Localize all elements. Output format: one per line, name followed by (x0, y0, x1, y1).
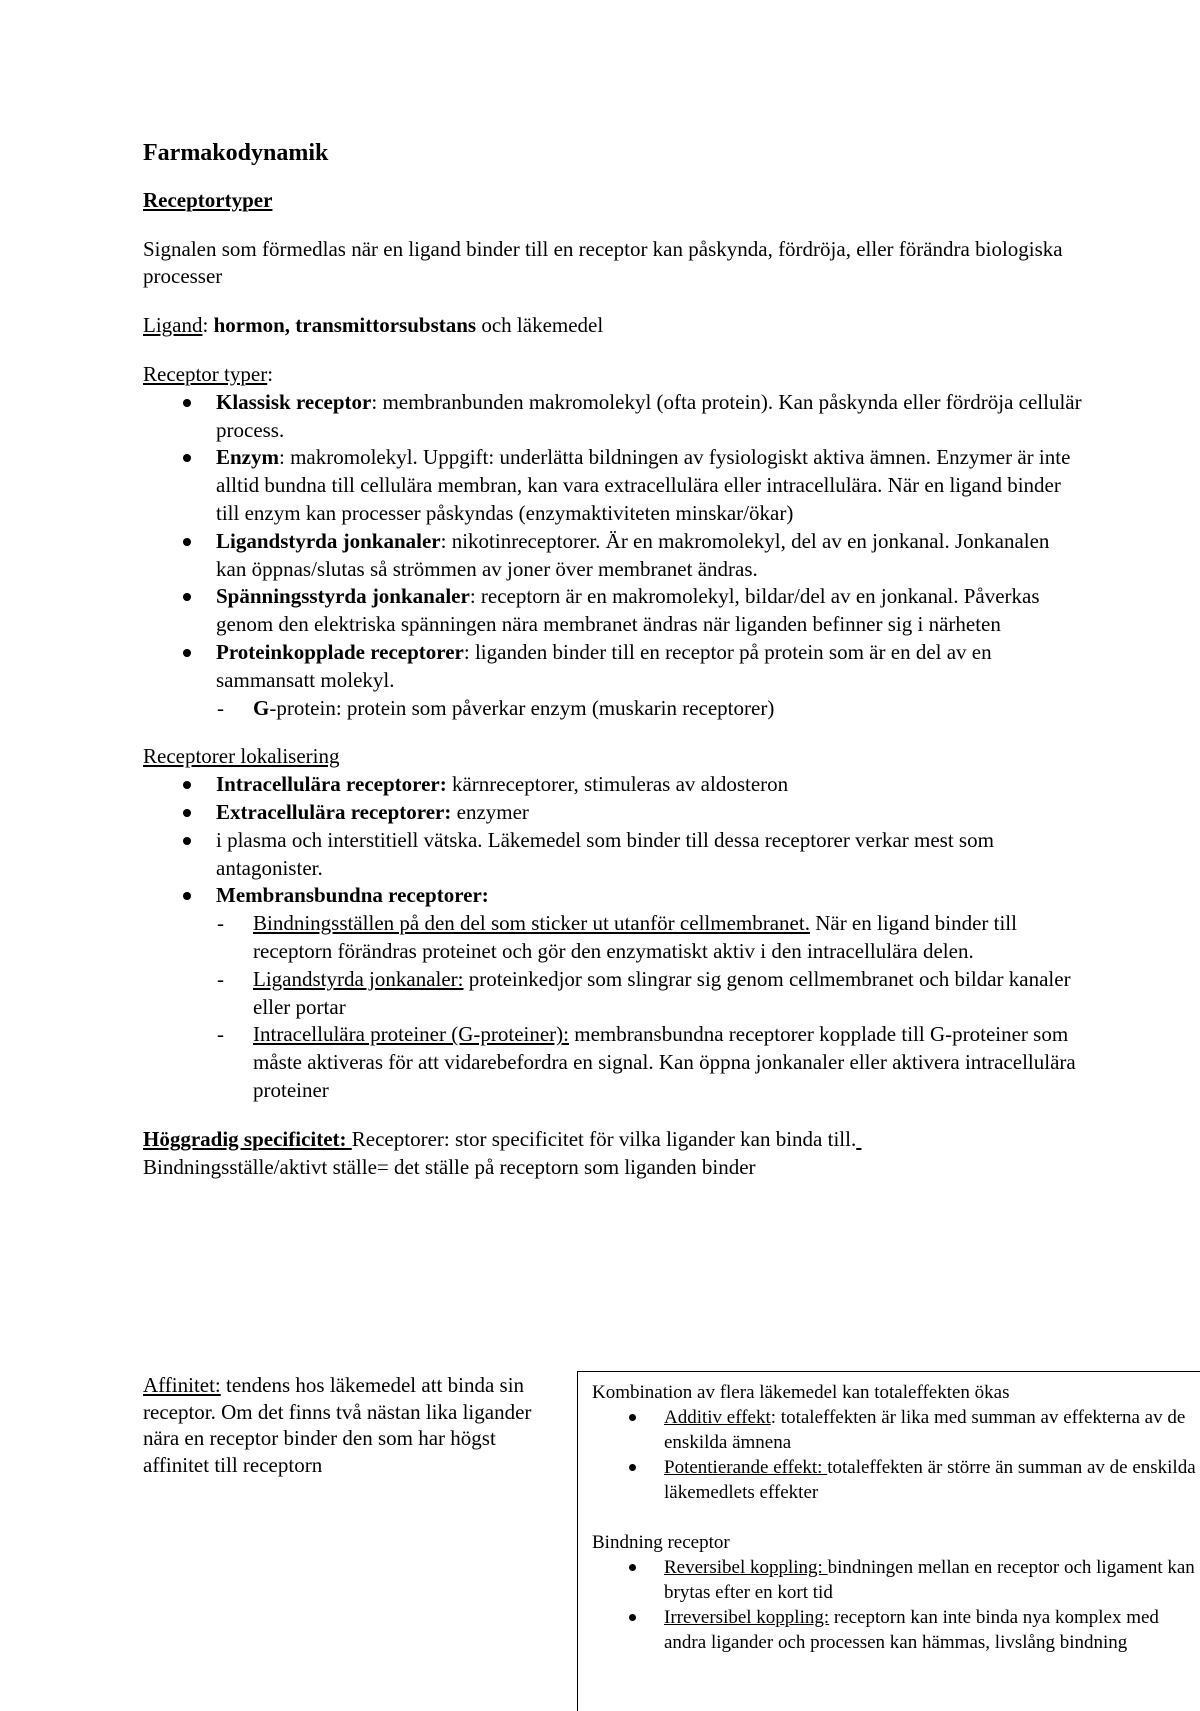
page-title: Farmakodynamik (143, 140, 329, 166)
localization-label: Receptorer lokalisering (143, 744, 340, 769)
ligand-line: Ligand: hormon, transmittorsubstans och läkemedel (143, 313, 604, 338)
ligand-bold: hormon, transmittorsubstans (213, 313, 477, 338)
spacer (592, 1505, 1200, 1530)
sub-list-item: - Intracellulära proteiner (G-proteiner): membransbundna receptorer kopplade till G-proteiner som måste aktiveras för att vidarebefordra en signal. Kan öppna jonkanaler eller aktivera intracellulära proteiner (143, 1021, 1083, 1104)
list-item: Extracellulära receptorer: enzymer (143, 799, 1083, 827)
specificity-term: Höggradig specificitet: (143, 1126, 352, 1151)
section-heading: Receptortyper (143, 187, 273, 212)
combo-heading: Kombination av flera läkemedel kan totaleffekten ökas (592, 1382, 1010, 1403)
list-item: Membransbundna receptorer: - Bindningsställen på den del som sticker ut utanför cellmembranet. När en ligand binder till receptorn förändras proteinet och gör den enzymatiskt aktiv i den intracellulära delen. - Ligandstyrda jonkanaler: proteinkedjor som slingrar sig genom cellmembranet och bildar kanaler eller portar - Intracellulära proteiner (G-proteiner): membransbundna receptorer kopplade till G-proteiner som måste aktiveras för att vidarebefordra en signal. Kan öppna jonkanaler eller aktivera intracellulära proteiner (143, 882, 1083, 1104)
binding-heading: Bindning receptor (592, 1532, 730, 1553)
affinity-term: Affinitet: (143, 1373, 221, 1397)
intro-paragraph: Signalen som förmedlas när en ligand binder till en receptor kan påskynda, fördröja, eller förändra biologiska processer (143, 236, 1063, 289)
receptor-types-label: Receptor typer: (143, 361, 274, 386)
sub-list (143, 695, 1083, 723)
list-item: Irreversibel koppling: receptorn kan inte binda nya komplex med andra ligander och processen kan hämmas, livslång bindning (592, 1605, 1200, 1655)
list-item: Potentierande effekt: totaleffekten är större än summan av de enskilda läkemedlets effekter (592, 1455, 1200, 1505)
list-item: Enzym: makromolekyl. Uppgift: underlätta bildningen av fysiologiskt aktiva ämnen. Enzymer är inte alltid bundna till cellulära membran, kan vara extracellulära eller intracellulära. När en ligand binder till enzym kan processer påskyndas (enzymaktiviteten minskar/ökar) (143, 444, 1083, 527)
list-item: Klassisk receptor: membranbunden makromolekyl (ofta protein). Kan påskynda eller fördröja cellulär process. (143, 389, 1083, 445)
list-item: i plasma och interstitiell vätska. Läkemedel som binder till dessa receptorer verkar mest som antagonister. (143, 827, 1083, 883)
list-item: Reversibel koppling: bindningen mellan en receptor och ligament kan brytas efter en kort tid (592, 1555, 1200, 1605)
binding-list (592, 1555, 1200, 1655)
list-item: Spänningsstyrda jonkanaler: receptorn är en makromolekyl, bildar/del av en jonkanal. Påverkas genom den elektriska spänningen nära membranet ändras när liganden befinner sig i närheten (143, 583, 1083, 639)
localization-list (143, 771, 1083, 1105)
specificity-line2: Bindningsställe/aktivt ställe= det ställe på receptorn som liganden binder (143, 1154, 756, 1179)
specificity-paragraph: Höggradig specificitet: Receptorer: stor specificitet för vilka ligander kan binda till. Bindningsställe/aktivt ställe= det ställe på receptorn som liganden binder (143, 1126, 1083, 1182)
combo-list (592, 1405, 1200, 1505)
document-page (143, 140, 1083, 1181)
sub-list-item: - Ligandstyrda jonkanaler: proteinkedjor som slingrar sig genom cellmembranet och bildar kanaler eller portar (143, 966, 1083, 1022)
receptor-types-list (143, 389, 1083, 723)
sub-list-item: - Bindningsställen på den del som sticker ut utanför cellmembranet. När en ligand binder till receptorn förändras proteinet och gör den enzymatiskt aktiv i den intracellulära delen. (143, 910, 1083, 966)
receptor-types-section (143, 361, 1083, 722)
list-item: Proteinkopplade receptorer: liganden binder till en receptor på protein som är en del av en sammansatt molekyl. - G-protein: protein som påverkar enzym (muskarin receptorer) (143, 639, 1083, 722)
sub-list-item: - G-protein: protein som påverkar enzym (muskarin receptorer) (143, 695, 1083, 723)
affinity-paragraph: Affinitet: tendens hos läkemedel att binda sin receptor. Om det finns två nästan lika ligander nära en receptor binder den som har högst affinitet till receptorn (143, 1373, 532, 1477)
list-item: Intracellulära receptorer: kärnreceptorer, stimuleras av aldosteron (143, 771, 1083, 799)
list-item: Ligandstyrda jonkanaler: nikotinreceptorer. Är en makromolekyl, del av en jonkanal. Jonkanalen kan öppnas/slutas så strömmen av joner över membranet ändras. (143, 528, 1083, 584)
sub-list (143, 910, 1083, 1105)
ligand-label: Ligand (143, 313, 203, 338)
localization-section (143, 743, 1083, 1104)
list-item: Additiv effekt: totaleffekten är lika med summan av effekterna av de enskilda ämnena (592, 1405, 1200, 1455)
info-box (577, 1371, 1200, 1711)
